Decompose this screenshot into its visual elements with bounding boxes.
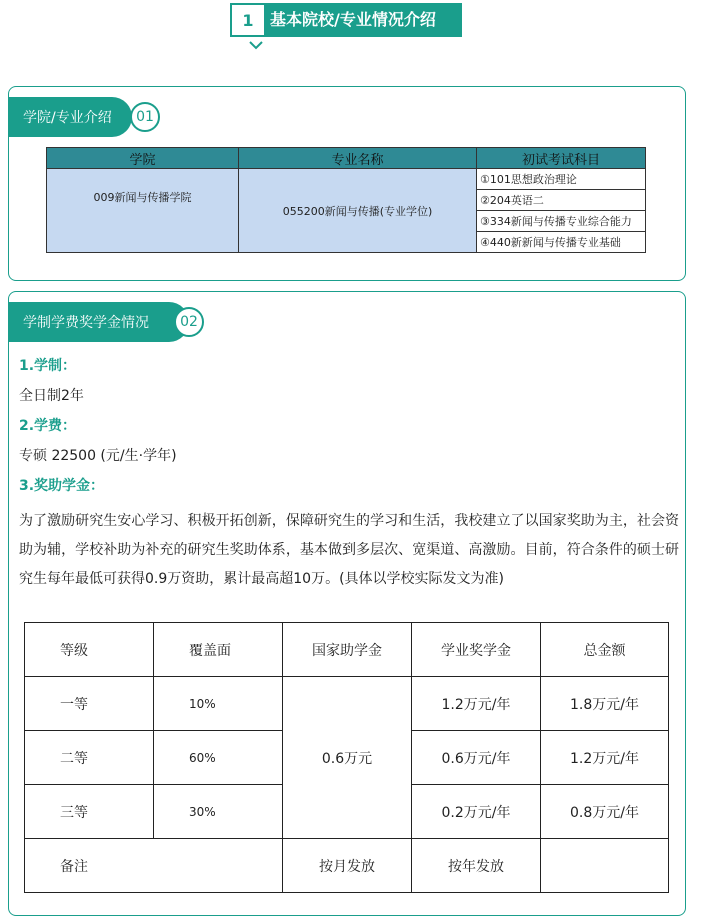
header-total: 总金额: [541, 623, 669, 677]
scholarship-paragraph: 为了激励研究生安心学习、积极开拓创新，保障研究生的学习和生活，我校建立了以国家奖助为主，社会资助为辅，学校补助为补充的研究生奖助体系，基本做到多层次、宽渠道、高激励。目前，符合条件的硕士研究生每年最低可获得0.9万资助，累计最高超10万。(具体以学校实际发文为准): [19, 513, 679, 587]
heading-scholarship: 3.奖助学金：: [19, 478, 105, 494]
coverage-cell: 30%: [154, 785, 283, 839]
coverage-cell: 10%: [154, 677, 283, 731]
heading-duration: 1.学制：: [19, 358, 77, 374]
scholarship-cell: 0.6万元/年: [412, 731, 541, 785]
chevron-down-icon: [248, 38, 264, 52]
heading-tuition: 2.学费：: [19, 418, 77, 434]
table-row: [25, 839, 669, 893]
scholarship-cell: 1.2万元/年: [412, 677, 541, 731]
grant-cell: 0.6万元: [283, 677, 412, 839]
header-coverage: 覆盖面: [154, 623, 283, 677]
scholarship-table: [24, 622, 669, 893]
level-cell: 二等: [25, 731, 154, 785]
level-cell: 一等: [25, 677, 154, 731]
note-label: 备注: [25, 839, 283, 893]
section-2-header: [9, 302, 189, 342]
header-scholarship: 学业奖学金: [412, 623, 541, 677]
total-cell: 1.8万元/年: [541, 677, 669, 731]
section-2-label: 学制学费奖学金情况: [23, 315, 149, 331]
note-total: [541, 839, 669, 893]
subject-3: ③334新闻与传播专业综合能力: [477, 211, 646, 232]
text-duration: 全日制2年: [19, 388, 84, 404]
header-major: 专业名称: [239, 148, 477, 169]
coverage-cell: 60%: [154, 731, 283, 785]
note-scholarship: 按年发放: [412, 839, 541, 893]
top-header-number: 1: [232, 5, 264, 35]
section-1-label: 学院/专业介绍: [23, 110, 112, 126]
college-major-table: [46, 147, 646, 253]
section-2-badge: 02: [174, 307, 204, 337]
college-cell: [47, 169, 239, 253]
header-level: 等级: [25, 623, 154, 677]
section-1-header: [9, 97, 132, 137]
subject-1: ①101思想政治理论: [477, 169, 646, 190]
major-name: 055200新闻与传播(专业学位): [282, 204, 433, 218]
college-name: 009新闻与传播学院: [93, 191, 192, 204]
level-cell: 三等: [25, 785, 154, 839]
total-cell: 1.2万元/年: [541, 731, 669, 785]
table-row: [25, 677, 669, 731]
major-cell: [239, 169, 477, 253]
total-cell: 0.8万元/年: [541, 785, 669, 839]
top-header-title: 基本院校/专业情况介绍: [270, 10, 436, 29]
text-tuition: 专硕 22500 (元/生·学年): [19, 448, 177, 464]
header-subjects: 初试考试科目: [477, 148, 646, 169]
header-grant: 国家助学金: [283, 623, 412, 677]
note-grant: 按月发放: [283, 839, 412, 893]
section-1-badge: 01: [130, 102, 160, 132]
scholarship-cell: 0.2万元/年: [412, 785, 541, 839]
subject-2: ②204英语二: [477, 190, 646, 211]
header-college: 学院: [47, 148, 239, 169]
subject-4: ④440新新闻与传播专业基础: [477, 232, 646, 253]
